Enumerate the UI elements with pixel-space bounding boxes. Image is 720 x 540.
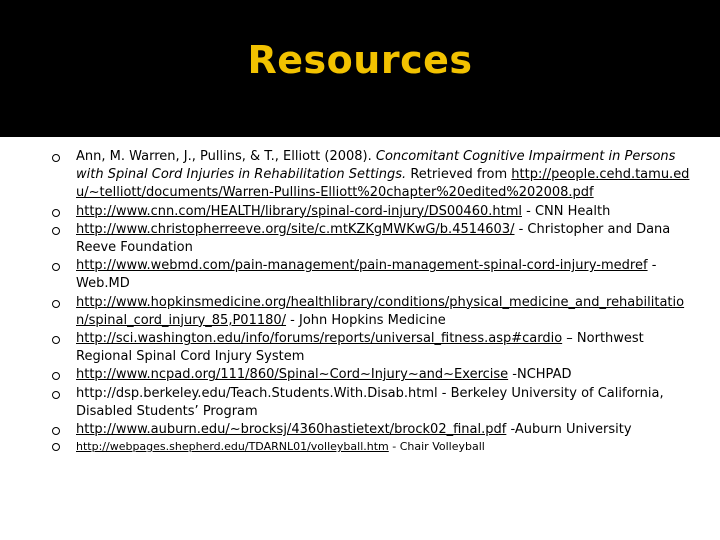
list-item [52,221,692,257]
bullet-icon [52,391,60,399]
resource-source: - Christopher and Dana Reeve Foundation [76,221,671,256]
resource-source: - Chair Volleyball [388,440,485,454]
list-item [52,439,692,455]
resource-link[interactable]: http://sci.washington.edu/info/forums/reports/universal_fitness.asp#cardio [76,331,563,347]
list-item [52,294,692,330]
citation-text: Ann, M. Warren, J., Pullins, & T., Elliott (2008). [76,149,376,164]
list-item [52,257,692,293]
list-item [52,203,692,221]
list-item [52,148,692,203]
resource-link[interactable]: http://www.webmd.com/pain-management/pain-management-spinal-cord-injury-medref [76,258,648,274]
resource-list [52,148,692,455]
citation-text: Retrieved from [406,167,508,183]
bullet-icon [52,154,60,162]
resource-link[interactable]: http://webpages.shepherd.edu/TDARNL01/volleyball.htm [76,440,389,454]
resource-link[interactable]: http://www.auburn.edu/~brocksj/4360hastietext/brock02_final.pdf [76,422,507,438]
resource-source: -NCHPAD [508,367,572,383]
citation-title: Concomitant Cognitive Impairment in Persons with Spinal Cord Injuries in Rehabilitation Settings. [76,149,676,183]
resource-source: - Web.MD [76,258,657,292]
resource-link[interactable]: http://www.ncpad.org/111/860/Spinal~Cord~Injury~and~Exercise [76,367,509,383]
list-item [52,421,692,439]
resource-text: http://dsp.berkeley.edu/Teach.Students.With.Disab.html - Berkeley University of California, Disabled Students’ Program [76,385,664,419]
bullet-icon [52,300,60,308]
list-item [52,366,692,384]
bullet-icon [52,263,60,271]
resource-source: – Northwest Regional Spinal Cord Injury System [76,331,644,365]
slide-title: Resources [247,38,473,82]
bullet-icon [52,336,60,344]
resource-source: -Auburn University [506,422,632,438]
bullet-icon [52,443,60,451]
resource-link[interactable]: http://www.hopkinsmedicine.org/healthlibrary/conditions/physical_medicine_and_rehabilitation/spinal_cord_injury_85,P01180/ [76,294,685,328]
resource-link[interactable]: http://www.cnn.com/HEALTH/library/spinal-cord-injury/DS00460.html [76,203,522,219]
bullet-icon [52,427,60,435]
title-band [0,0,720,112]
resource-source: - CNN Health [522,203,611,219]
list-item [52,330,692,366]
bullet-icon [52,209,60,217]
list-item [52,385,692,421]
bullet-icon [52,372,60,380]
resource-source: - John Hopkins Medicine [290,312,446,328]
bullet-icon [52,227,60,235]
resource-link[interactable]: http://www.christopherreeve.org/site/c.mtKZKgMWKwG/b.4514603/ [76,221,515,237]
resource-link[interactable]: http://people.cehd.tamu.edu/~telliott/documents/Warren-Pullins-Elliott%20chapter%20edited%202008.pdf [76,167,690,201]
